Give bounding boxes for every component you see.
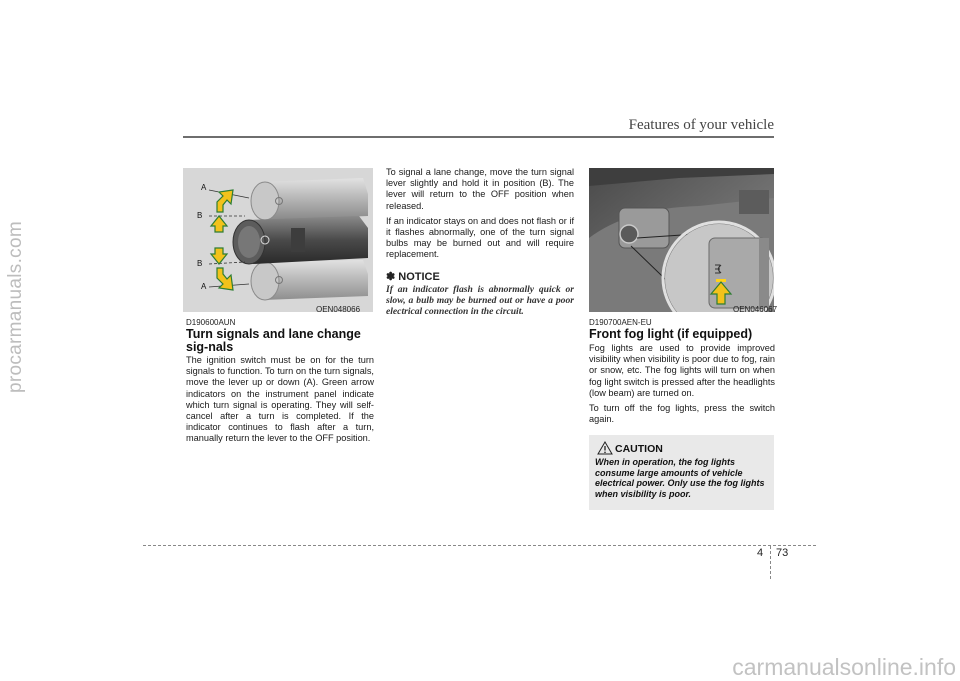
label-b-top: B [197,211,203,220]
figure-left-caption: OEN048066 [316,305,361,314]
caution-body: When in operation, the fog lights consume large amounts of vehicle electrical power. Only use the fog lights when visibility is poor. [595,457,765,499]
chapter-number: 4 [757,547,764,559]
turn-signal-lever-figure [183,168,373,312]
fog-light-switch-illustration [589,168,774,312]
label-a-bottom: A [201,282,207,291]
lane-change-paragraph-2: If an indicator stays on and does not flash or if it flashes abnormally, one of the turn signal bulbs may be burned out and will require replacement. [386,215,574,260]
turn-signals-paragraph: The ignition switch must be on for the turn signals to function. To turn on the turn signals, move the lever up or down (A). Green arrow indicators on the instrument panel indicate which turn signal is operating. They will self-cancel after a turn is completed. If the indicator continues to flash after a turn, manually return the lever to the OFF position. [186,355,374,444]
caution-box [589,435,774,510]
footer-divider [143,545,816,546]
fog-light-code: D190700AEN-EU [589,318,652,327]
fog-light-heading: Front fog light (if equipped) [589,327,753,341]
section-title: Features of your vehicle [628,117,774,133]
turn-signals-body [186,355,374,449]
lane-change-paragraph-1: To signal a lane change, move the turn signal lever slightly and hold it in position (B). The lever will return to the OFF position when released. [386,167,574,211]
header-divider [183,136,774,138]
page-number: 73 [776,547,789,559]
fog-light-body [589,343,775,429]
lane-change-body [386,167,574,265]
warning-triangle-icon [597,441,613,455]
footer-vertical-divider [770,546,771,579]
lever-lower [251,260,368,300]
lever-upper [251,178,368,220]
notice-title: ✽ NOTICE [386,271,440,283]
turn-signals-heading: Turn signals and lane change sig-nals [186,327,361,354]
label-b-bottom: B [197,259,203,268]
turn-signals-code: D190600AUN [186,318,236,327]
notice-body: If an indicator flash is abnormally quick or slow, a bulb may be burned out or have a poor electrical connection in the circuit. [386,284,574,317]
label-a-top: A [201,183,207,192]
watermark-bottom: carmanualsonline.info [732,654,956,680]
fog-light-paragraph-1: Fog lights are used to provide improved visibility when visibility is poor due to fog, rain or snow, etc. The fog lights will turn on when fog light switch is pressed after the headlights (low beam) are turned on. [589,343,775,398]
turn-signal-lever-illustration [183,168,373,312]
lever-middle [233,216,368,264]
caution-title: CAUTION [615,443,663,455]
fog-light-paragraph-2: To turn off the fog lights, press the switch again. [589,403,775,425]
figure-right-caption: OEN046067 [733,305,778,314]
fog-light-switch-figure [589,168,774,312]
watermark-left: procarmanuals.com [5,221,26,393]
